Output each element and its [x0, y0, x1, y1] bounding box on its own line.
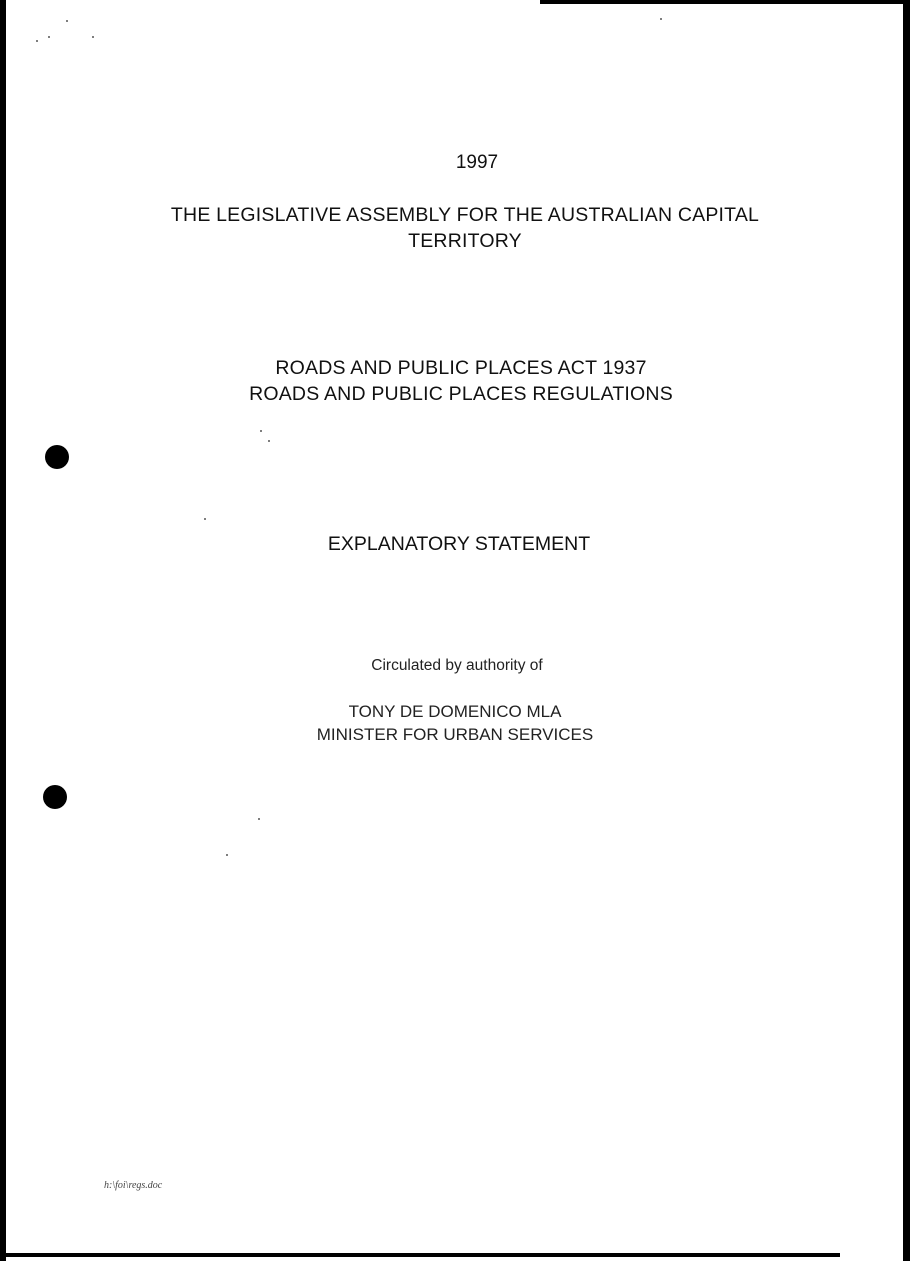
file-reference: h:\foi\regs.doc	[104, 1180, 163, 1191]
scan-speck	[48, 36, 50, 38]
assembly-heading	[10, 202, 910, 254]
circulated-by: Circulated by authority of	[371, 657, 543, 674]
assembly-heading-line-2: TERRITORY	[408, 230, 522, 252]
scan-edge-left	[0, 0, 6, 1261]
minister-title: MINISTER FOR URBAN SERVICES	[316, 725, 594, 744]
scan-speck	[204, 518, 206, 520]
scan-speck	[92, 36, 94, 38]
act-heading	[6, 355, 910, 407]
minister-block	[0, 700, 910, 746]
minister-name: TONY DE DOMENICO MLA	[348, 702, 562, 721]
document-year: 1997	[455, 152, 499, 173]
scan-speck	[258, 818, 260, 820]
scan-speck	[36, 40, 38, 42]
act-title: ROADS AND PUBLIC PLACES ACT 1937	[275, 357, 647, 379]
scan-speck	[260, 430, 262, 432]
scan-speck	[268, 440, 270, 442]
scan-speck	[660, 18, 662, 20]
punch-hole-top	[45, 445, 69, 469]
statement-title: EXPLANATORY STATEMENT	[327, 533, 591, 555]
assembly-heading-line-1: THE LEGISLATIVE ASSEMBLY FOR THE AUSTRALIAN CAPITAL	[170, 204, 760, 226]
scan-edge-right	[903, 2, 910, 1261]
punch-hole-bottom	[43, 785, 67, 809]
regulations-title: ROADS AND PUBLIC PLACES REGULATIONS	[249, 383, 673, 405]
scan-speck	[226, 854, 228, 856]
scan-edge-top	[540, 0, 910, 4]
scan-speck	[66, 20, 68, 22]
scan-edge-bottom	[0, 1253, 840, 1257]
